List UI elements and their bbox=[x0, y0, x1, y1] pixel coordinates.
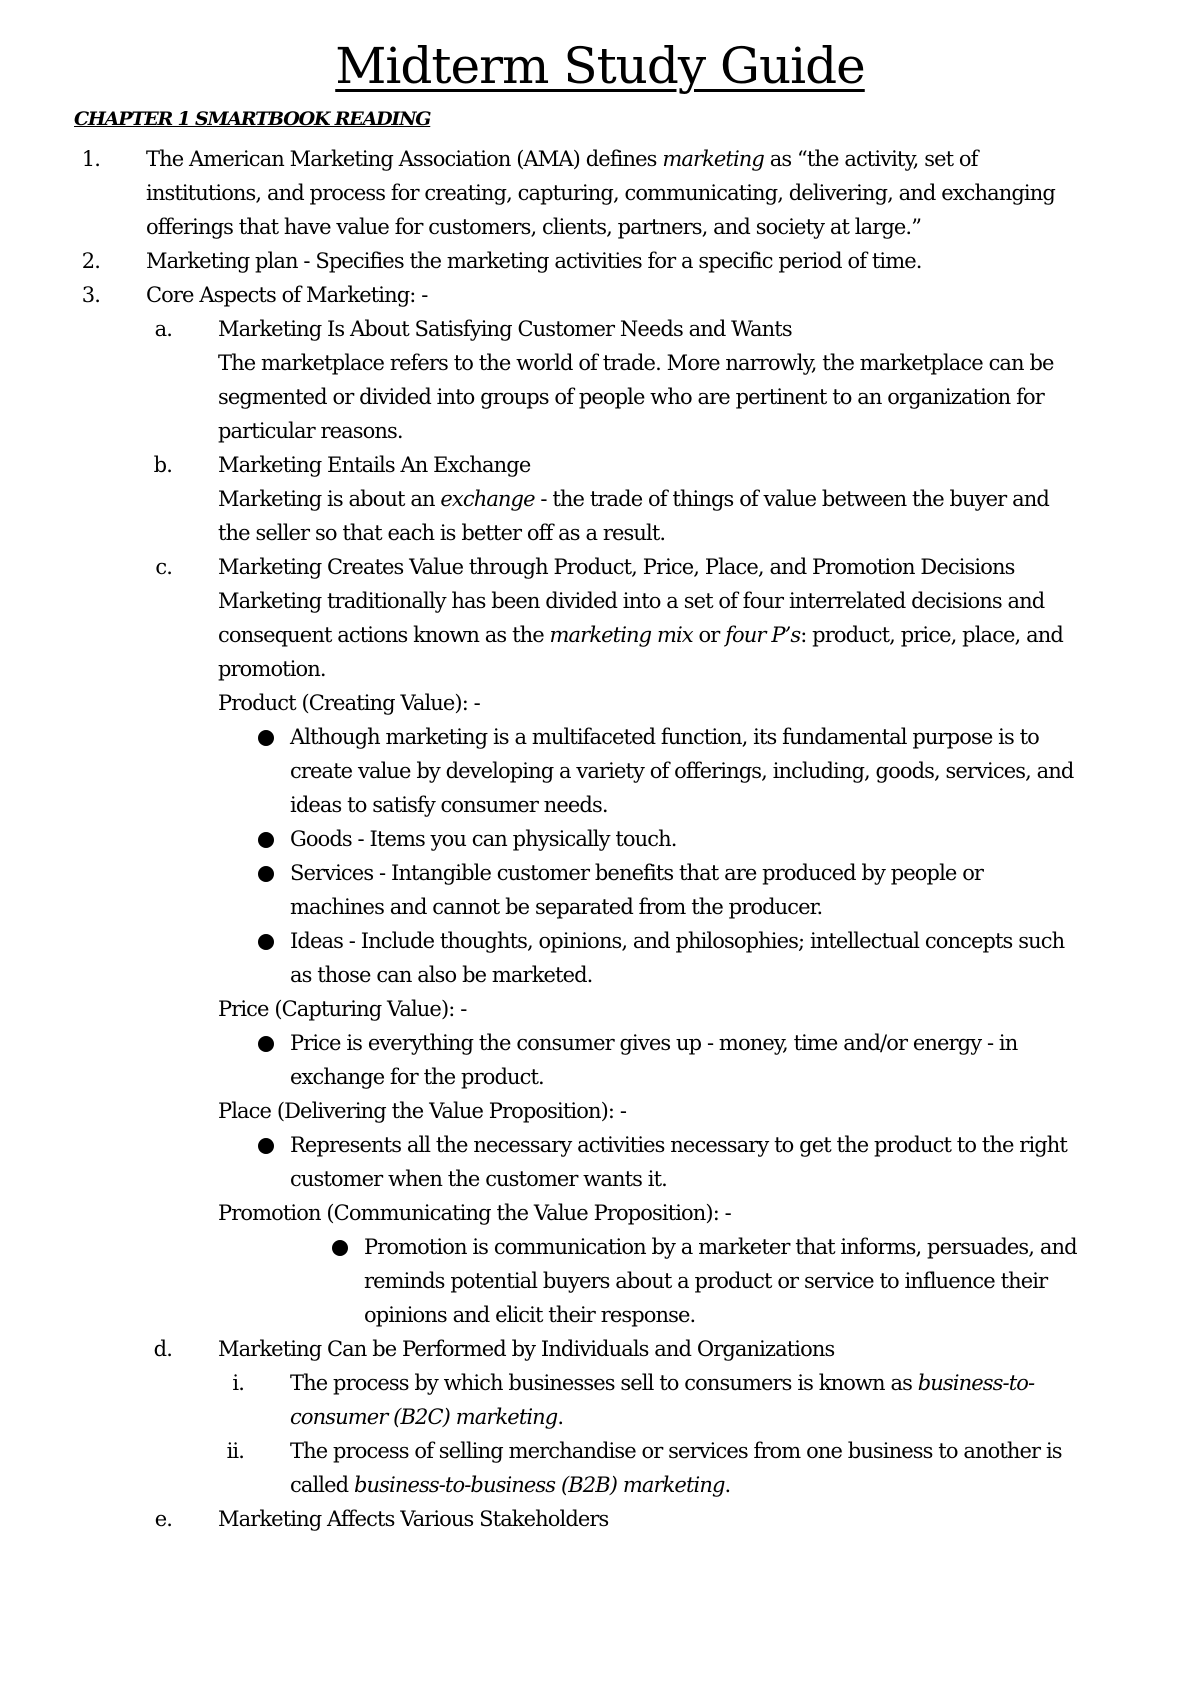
list-marker: a. bbox=[154, 317, 172, 341]
list-item-line: create value by developing a variety of offerings, including, goods, services, and bbox=[290, 759, 1074, 783]
bullet-icon bbox=[258, 866, 274, 882]
list-item-line: exchange for the product. bbox=[290, 1065, 544, 1089]
list-marker: d. bbox=[153, 1337, 172, 1361]
list-item-line: the seller so that each is better off as a result. bbox=[218, 521, 666, 545]
emphasized-term: marketing mix bbox=[549, 623, 693, 647]
list-item-line: Core Aspects of Marketing: - bbox=[146, 283, 428, 307]
list-item-line: Marketing Can be Performed by Individuals and Organizations bbox=[218, 1337, 835, 1361]
list-item-line: Although marketing is a multifaceted function, its fundamental purpose is to bbox=[290, 725, 1039, 749]
emphasized-term: four P’s bbox=[725, 623, 801, 647]
list-item-line bbox=[290, 1468, 730, 1502]
emphasized-term: business-to-business (B2B) marketing bbox=[353, 1473, 725, 1497]
list-marker: 3. bbox=[81, 283, 100, 307]
emphasized-term: business-to- bbox=[917, 1371, 1035, 1395]
emphasized-term: exchange bbox=[440, 487, 535, 511]
list-marker: b. bbox=[153, 453, 172, 477]
list-item-line: Price is everything the consumer gives up - money, time and/or energy - in bbox=[290, 1031, 1018, 1055]
emphasized-term: marketing bbox=[662, 147, 764, 171]
bullet-icon bbox=[258, 1036, 274, 1052]
list-item-line: Product (Creating Value): - bbox=[218, 691, 480, 715]
bullet-icon bbox=[258, 934, 274, 950]
list-item-line: Marketing traditionally has been divided into a set of four interrelated decisions and bbox=[218, 589, 1045, 613]
list-item-line: opinions and elicit their response. bbox=[364, 1303, 696, 1327]
list-item-line: Marketing Entails An Exchange bbox=[218, 453, 531, 477]
list-marker: e. bbox=[154, 1507, 172, 1531]
list-item-line: The process of selling merchandise or services from one business to another is bbox=[290, 1439, 1062, 1463]
list-item-line: reminds potential buyers about a product or service to influence their bbox=[364, 1269, 1048, 1293]
list-item-line: Ideas - Include thoughts, opinions, and philosophies; intellectual concepts such bbox=[290, 929, 1065, 953]
list-item-line bbox=[146, 142, 978, 176]
list-item-line: Promotion (Communicating the Value Proposition): - bbox=[218, 1201, 731, 1225]
line-text: called bbox=[290, 1473, 354, 1497]
line-text: . bbox=[557, 1405, 564, 1429]
bullet-icon bbox=[258, 730, 274, 746]
list-item-line: ideas to satisfy consumer needs. bbox=[290, 793, 608, 817]
list-marker: 2. bbox=[81, 249, 100, 273]
line-text: The American Marketing Association (AMA) defines bbox=[146, 147, 663, 171]
list-item-line bbox=[290, 1366, 1034, 1400]
list-marker: c. bbox=[155, 555, 172, 579]
list-item-line: particular reasons. bbox=[218, 419, 403, 443]
list-item-line: machines and cannot be separated from the producer. bbox=[290, 895, 823, 919]
emphasized-term: consumer (B2C) marketing bbox=[290, 1405, 558, 1429]
list-item-line: Marketing plan - Specifies the marketing activities for a specific period of time. bbox=[146, 249, 922, 273]
line-text: as “the activity, set of bbox=[763, 147, 978, 171]
line-text: or bbox=[692, 623, 726, 647]
bullet-icon bbox=[332, 1240, 348, 1256]
line-text: - the trade of things of value between the buyer and bbox=[534, 487, 1049, 511]
list-item-line: as those can also be marketed. bbox=[290, 963, 593, 987]
list-item-line: customer when the customer wants it. bbox=[290, 1167, 667, 1191]
list-item-line: Promotion is communication by a marketer that informs, persuades, and bbox=[364, 1235, 1077, 1259]
line-text: : product, price, place, and bbox=[800, 623, 1063, 647]
chapter-heading: CHAPTER 1 SMARTBOOK READING bbox=[74, 108, 431, 130]
list-marker: ii. bbox=[226, 1439, 244, 1463]
bullet-icon bbox=[258, 1138, 274, 1154]
list-item-line: promotion. bbox=[218, 657, 326, 681]
line-text: . bbox=[724, 1473, 731, 1497]
list-item-line bbox=[218, 618, 1063, 652]
list-item-line: Marketing Creates Value through Product, Price, Place, and Promotion Decisions bbox=[218, 555, 1015, 579]
list-item-line: offerings that have value for customers, clients, partners, and society at large.” bbox=[146, 215, 922, 239]
line-text: The process by which businesses sell to consumers is known as bbox=[290, 1371, 918, 1395]
list-item-line: Price (Capturing Value): - bbox=[218, 997, 467, 1021]
list-item-line bbox=[218, 482, 1049, 516]
list-marker: 1. bbox=[81, 147, 100, 171]
line-text: consequent actions known as the bbox=[218, 623, 550, 647]
list-item-line: Goods - Items you can physically touch. bbox=[290, 827, 677, 851]
list-item-line: segmented or divided into groups of people who are pertinent to an organization for bbox=[218, 385, 1044, 409]
line-text: Marketing is about an bbox=[218, 487, 441, 511]
page-title: Midterm Study Guide bbox=[335, 37, 865, 95]
list-item-line: Marketing Affects Various Stakeholders bbox=[218, 1507, 609, 1531]
bullet-icon bbox=[258, 832, 274, 848]
list-item-line: institutions, and process for creating, capturing, communicating, delivering, and exchanging bbox=[146, 181, 1055, 205]
list-item-line: Place (Delivering the Value Proposition): - bbox=[218, 1099, 627, 1123]
list-item-line: Services - Intangible customer benefits that are produced by people or bbox=[290, 861, 984, 885]
list-marker: i. bbox=[232, 1371, 244, 1395]
list-item-line bbox=[290, 1400, 563, 1434]
list-item-line: Marketing Is About Satisfying Customer Needs and Wants bbox=[218, 317, 792, 341]
list-item-line: The marketplace refers to the world of trade. More narrowly, the marketplace can be bbox=[218, 351, 1054, 375]
list-item-line: Represents all the necessary activities necessary to get the product to the right bbox=[290, 1133, 1067, 1157]
